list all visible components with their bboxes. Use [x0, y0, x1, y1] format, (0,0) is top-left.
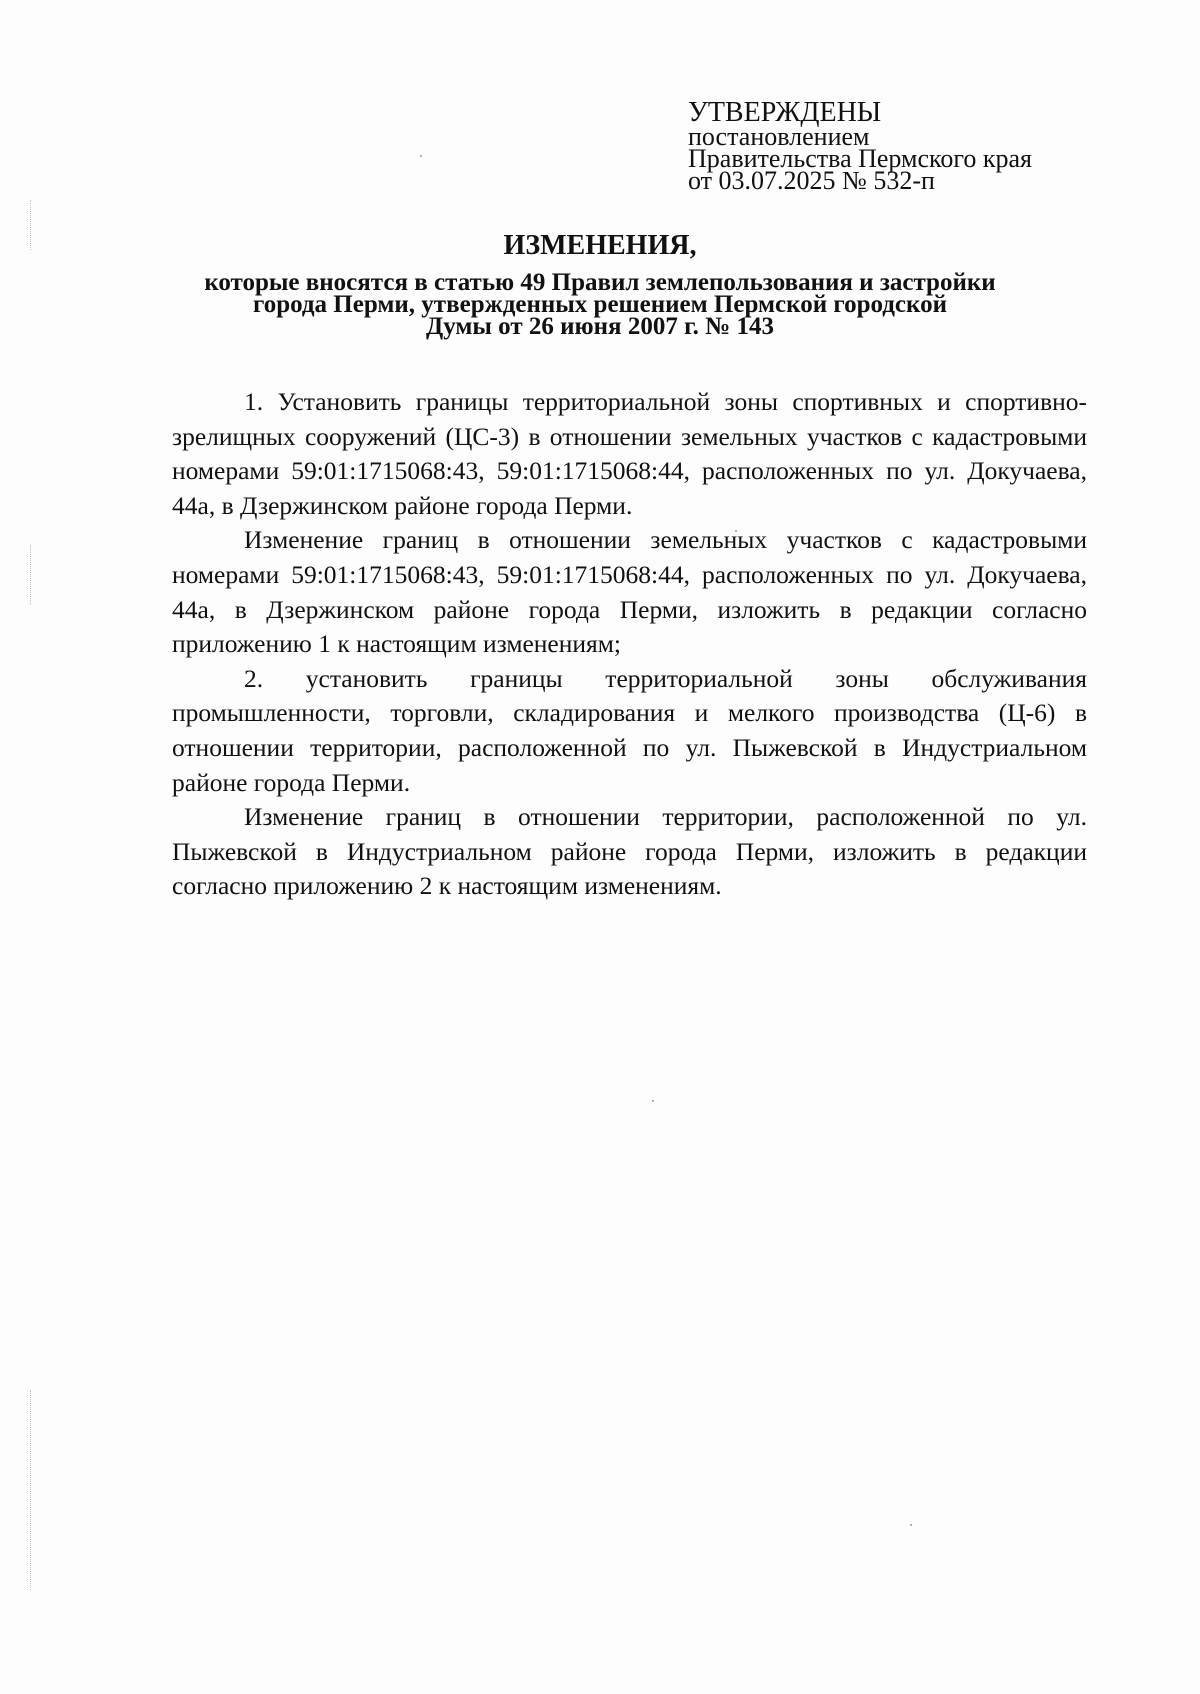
subtitle-line: Думы от 26 июня 2007 г. № 143: [426, 313, 774, 340]
approval-title: УТВЕРЖДЕНЫ: [688, 97, 882, 128]
approval-line: Правительства Пермского края: [688, 144, 1032, 173]
paragraph-item-1: 1. Установить границы территориальной зоны спортивных и спортивно-зрелищных сооружений (ЦС-3) в отношении земельных участков с кадастровыми номерами 59:01:1715068:43, 59:01:1715068:44, расположенных по ул. Докучаева, 44а, в Дзержинском районе города Перми.: [172, 387, 1087, 520]
approval-date-line: от 03.07.2025 № 532-п: [688, 166, 935, 195]
scan-edge-noise: [30, 1390, 41, 1590]
paragraph-item-1-change: Изменение границ в отношении земельных участков с кадастровыми номерами 59:01:1715068:43, 59:01:1715068:44, расположенных по ул. Докучаева, 44а, в Дзержинском районе города Перми, изложить в редакции согласно приложению 1 к настоящим изменениям;: [172, 525, 1087, 659]
scan-speck: [910, 1524, 912, 1526]
subtitle-line: города Перми, утвержденных решением Пермской городской: [253, 291, 947, 318]
document-subtitle: [100, 269, 1100, 340]
approval-line: постановлением: [688, 122, 870, 151]
paragraph-item-2: 2. установить границы территориальной зоны обслуживания промышленности, торговли, складирования и мелкого производства (Ц-6) в отношении территории, расположенной по ул. Пыжевской в Индустриальном районе города Перми.: [172, 663, 1087, 797]
scan-speck: [652, 1100, 654, 1102]
scan-speck: [420, 155, 422, 157]
approval-block: [688, 97, 1108, 195]
document-body: [172, 385, 1087, 904]
scan-edge-noise: [30, 200, 41, 250]
scan-edge-noise: [30, 545, 41, 605]
subtitle-line: которые вносятся в статью 49 Правил землепользования и застройки: [204, 269, 996, 296]
paragraph-item-2-change: Изменение границ в отношении территории, расположенной по ул. Пыжевской в Индустриальном районе города Перми, изложить в редакции согласно приложению 2 к настоящим изменениям.: [172, 802, 1087, 901]
document-title: ИЗМЕНЕНИЯ,: [503, 230, 697, 261]
